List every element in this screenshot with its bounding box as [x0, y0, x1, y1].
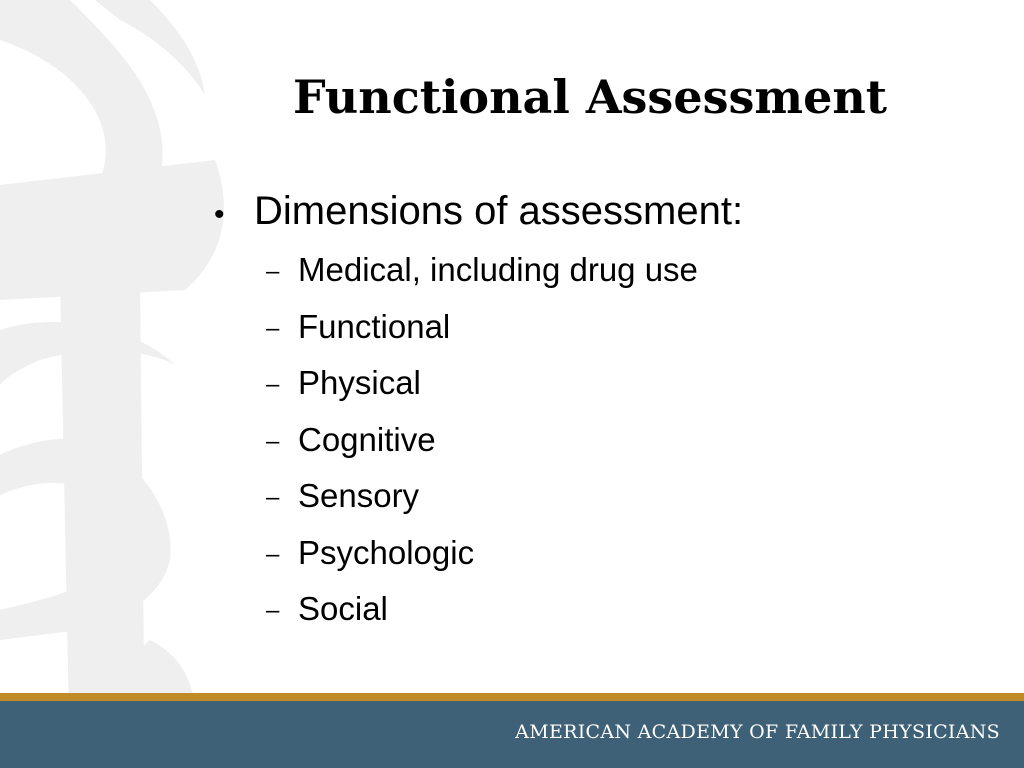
- slide-content: [214, 182, 743, 640]
- sub-bullet-item-cognitive: [266, 414, 743, 471]
- sub-bullet-text: Psychologic: [298, 533, 475, 571]
- sub-bullet-item-sensory: [266, 470, 743, 527]
- dash-icon: –: [266, 597, 280, 624]
- sub-bullet-list: [214, 244, 743, 640]
- slide-title: Functional Assessment: [292, 70, 888, 124]
- dash-icon: –: [266, 427, 280, 455]
- sub-bullet-item-psychologic: [266, 527, 743, 584]
- sub-bullet-item-physical: [266, 357, 743, 414]
- sub-bullet-text: Cognitive: [298, 420, 436, 458]
- dash-icon: –: [266, 371, 280, 398]
- dash-icon: –: [266, 540, 280, 568]
- bullet-icon: •: [214, 198, 225, 231]
- bullet-text: Dimensions of assessment:: [254, 189, 744, 233]
- sub-bullet-text: Social: [298, 590, 388, 627]
- sub-bullet-text: Medical, including drug use: [298, 251, 698, 288]
- sub-bullet-text: Sensory: [298, 477, 420, 514]
- sub-bullet-item-functional: [266, 301, 743, 358]
- footer-accent-bar: [0, 693, 1024, 701]
- dash-icon: –: [266, 484, 280, 511]
- sub-bullet-item-medical: [266, 244, 743, 301]
- sub-bullet-text: Physical: [298, 364, 421, 401]
- bullet-item: [214, 182, 743, 244]
- footer-organization-name: AMERICAN ACADEMY OF FAMILY PHYSICIANS: [515, 721, 1000, 743]
- dash-icon: –: [266, 314, 280, 342]
- sub-bullet-text: Functional: [298, 307, 451, 345]
- sub-bullet-item-social: [266, 583, 743, 640]
- dash-icon: –: [266, 258, 280, 285]
